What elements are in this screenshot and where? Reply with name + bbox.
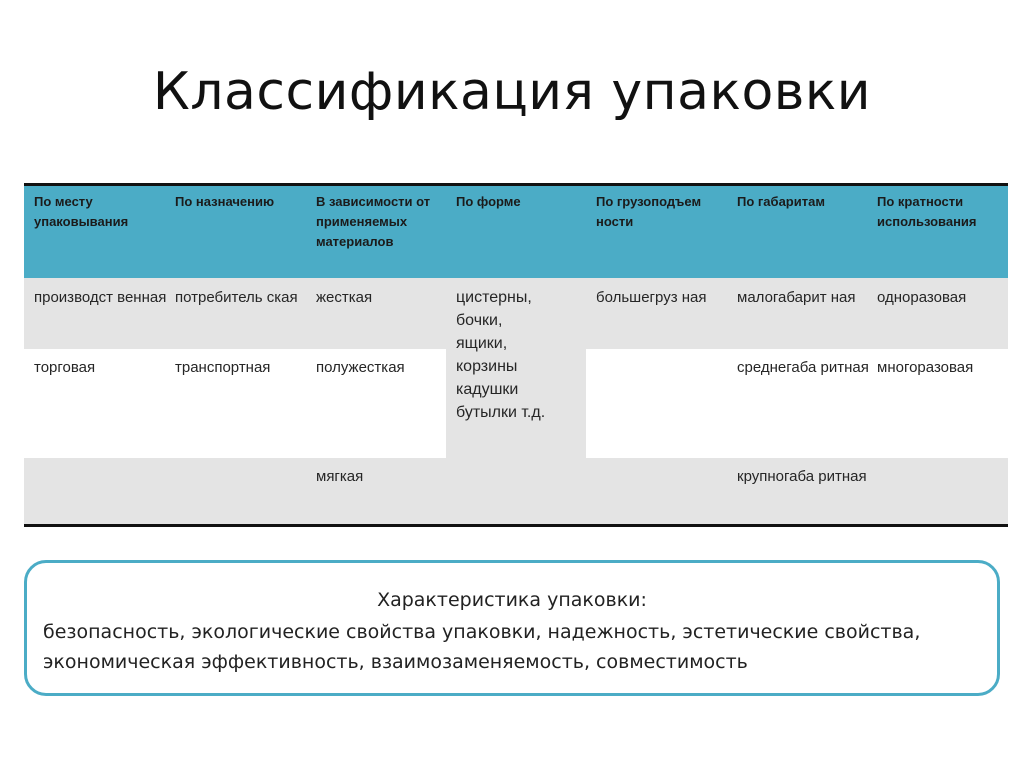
cell-shape-merged [456, 286, 592, 424]
header-by-dimensions: По габаритам [737, 194, 825, 209]
shape-item: ящики, [456, 335, 508, 352]
cell-r2-materials: полужесткая [316, 359, 405, 376]
header-by-load-capacity: По грузоподъем ности [596, 194, 702, 229]
cell-r2-dimensions: среднегаба ритная [737, 359, 869, 376]
shape-item: цистерны, [456, 289, 532, 306]
cell-r3-materials: мягкая [316, 468, 364, 485]
header-by-reuse: По кратности использования [877, 194, 977, 229]
header-by-packing-place: По месту упаковывания [34, 194, 129, 229]
cell-r1-load-capacity: большегруз ная [596, 289, 707, 306]
header-by-materials: В зависимости от применяемых материалов [316, 194, 431, 249]
shape-item: кадушки [456, 381, 519, 398]
cell-r2-reuse: многоразовая [877, 359, 974, 376]
characteristics-line-2: экономическая эффективность, взаимозаменяемость, совместимость [43, 651, 748, 673]
cell-r1-packing-place: производст венная [34, 289, 167, 306]
characteristics-title: Характеристика упаковки: [377, 589, 647, 611]
header-by-shape: По форме [456, 194, 521, 209]
classification-table [24, 183, 1008, 527]
cell-r1-materials: жесткая [316, 289, 373, 306]
characteristics-line-1: безопасность, экологические свойства упаковки, надежность, эстетические свойства, [43, 621, 921, 643]
slide-title: Классификация упаковки [152, 62, 872, 122]
shape-item: бутылки т.д. [456, 404, 546, 421]
cell-r2-purpose: транспортная [175, 359, 271, 376]
characteristics-box [24, 560, 1000, 696]
shape-item: бочки, [456, 312, 503, 329]
cell-r1-dimensions: малогабарит ная [737, 289, 856, 306]
cell-r1-purpose: потребитель ская [175, 289, 298, 306]
cell-r3-dimensions: крупногаба ритная [737, 468, 867, 485]
cell-r1-reuse: одноразовая [877, 289, 967, 306]
shape-item: корзины [456, 358, 518, 375]
cell-r2-packing-place: торговая [34, 359, 96, 376]
header-by-purpose: По назначению [175, 194, 275, 209]
